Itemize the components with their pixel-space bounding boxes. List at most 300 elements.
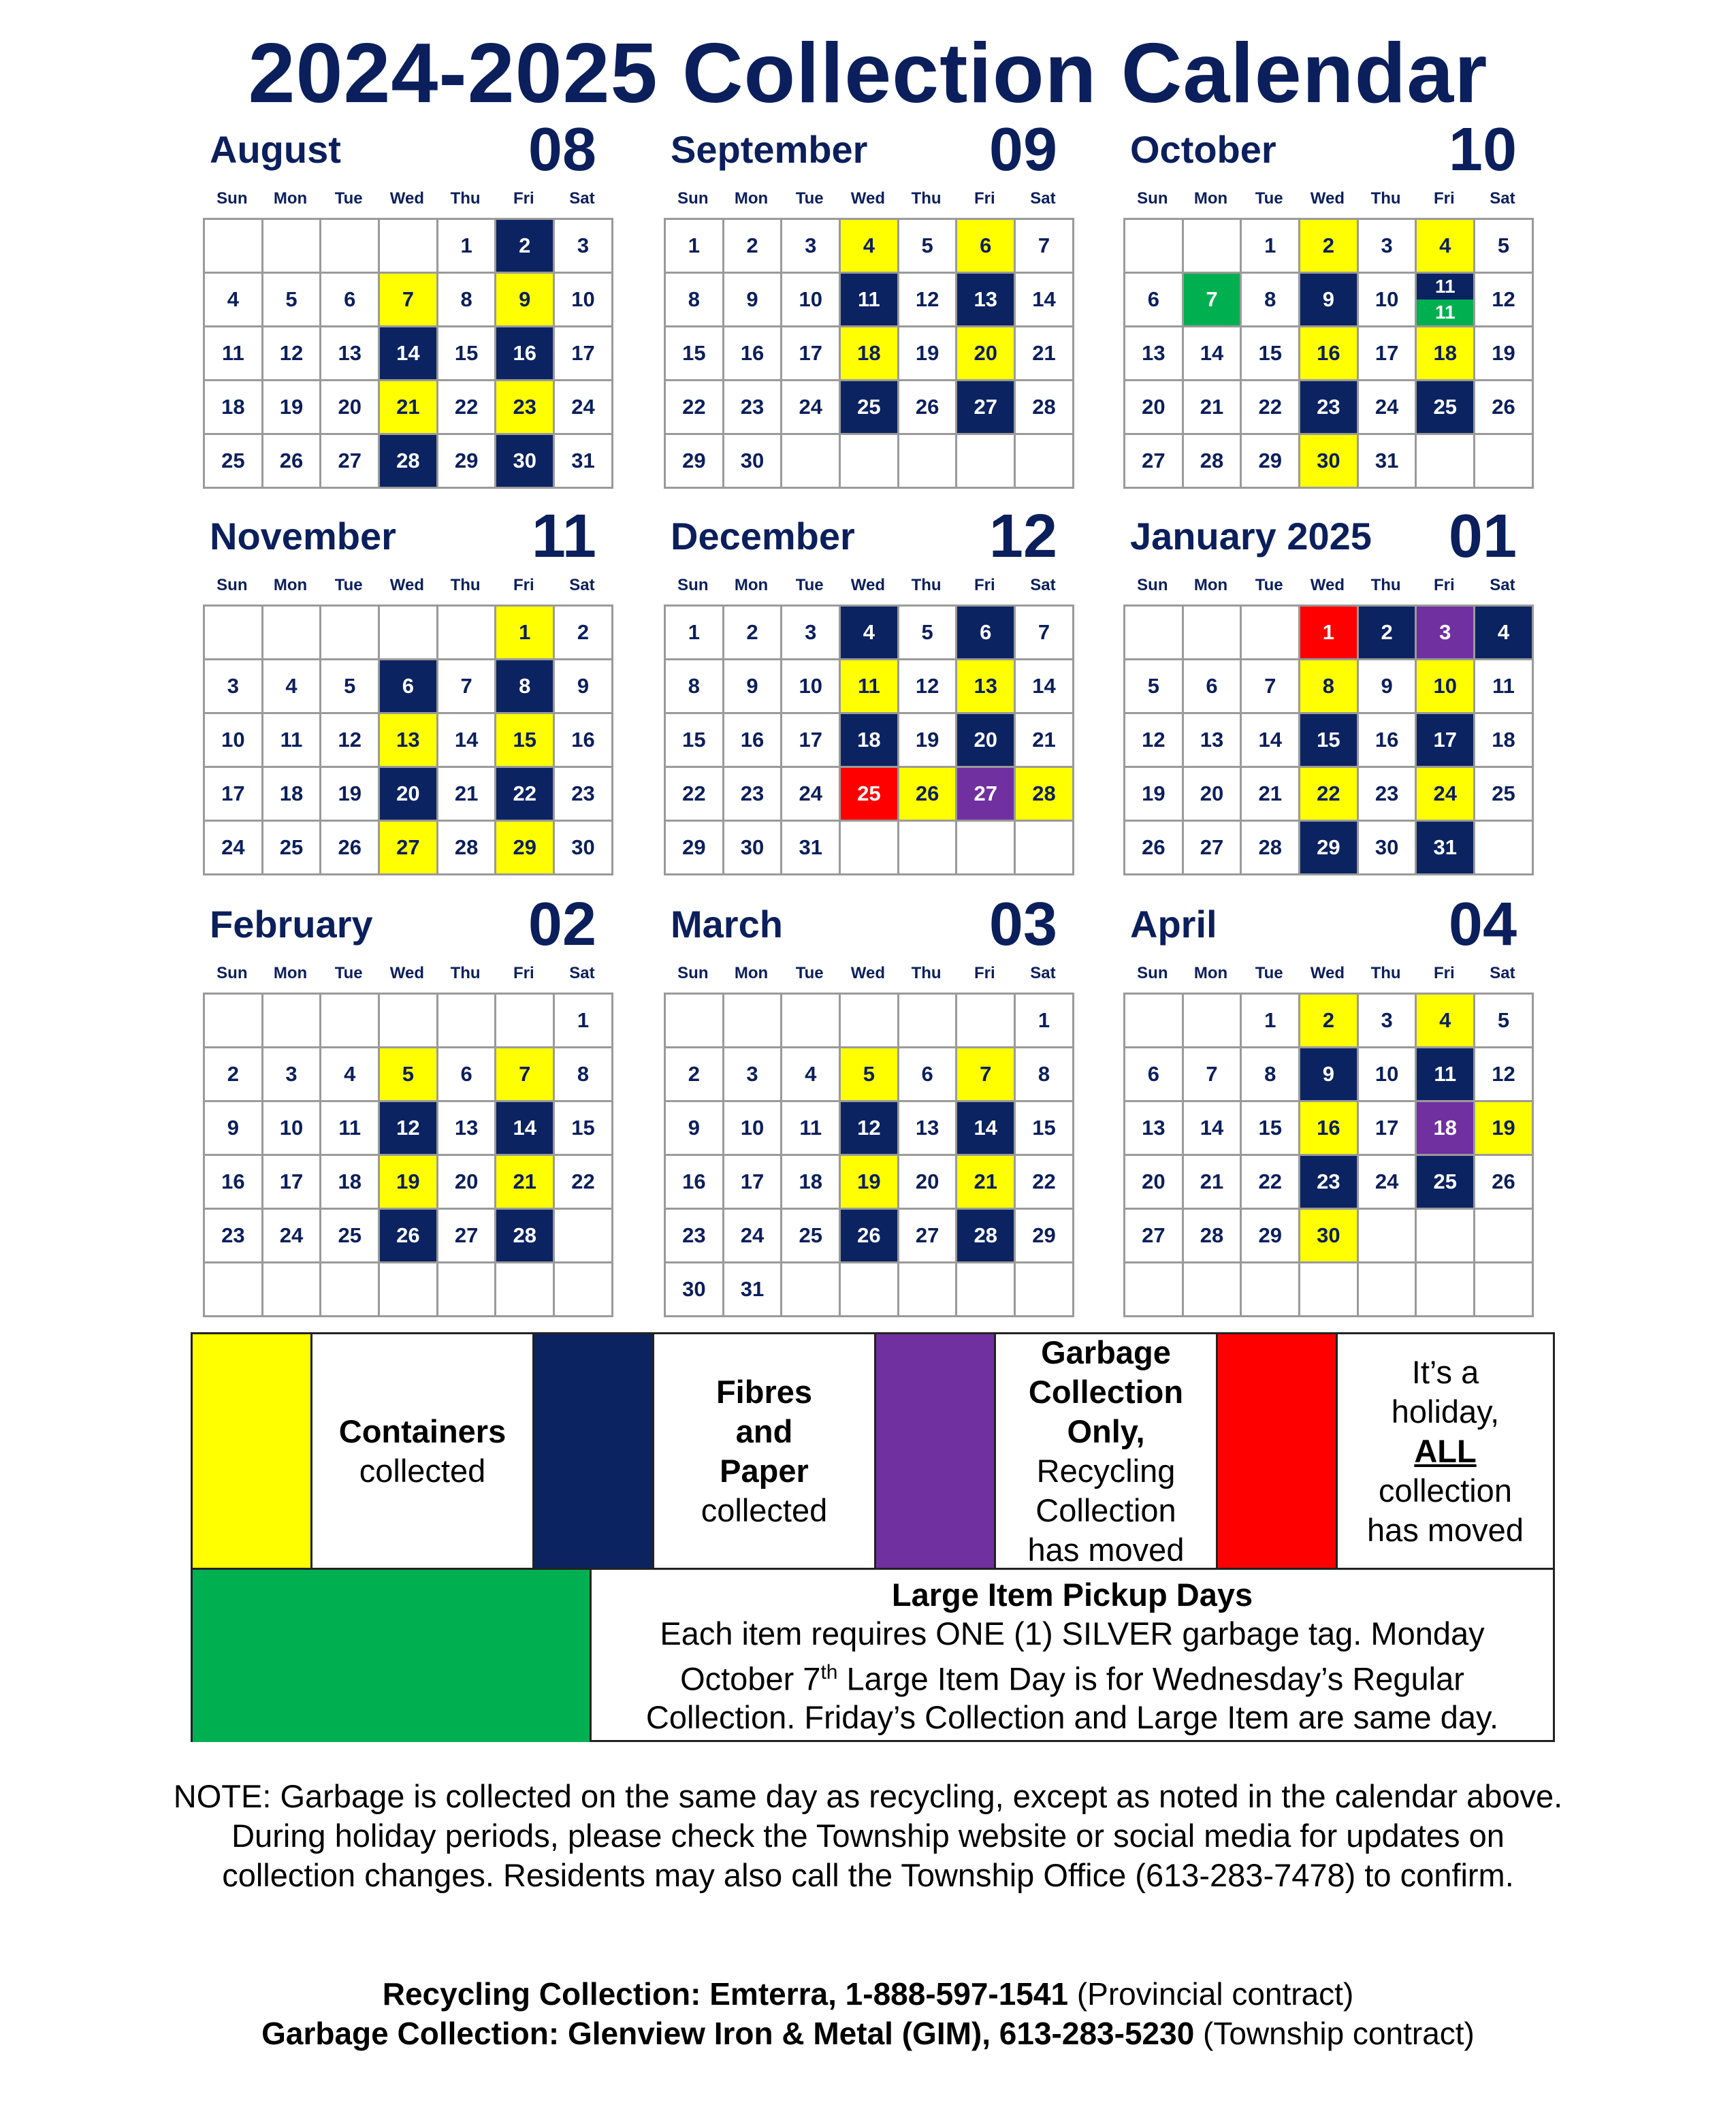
weekday-label: Sun (677, 964, 709, 982)
day-cell: 15 (555, 1102, 613, 1156)
weekday-label: Sat (569, 189, 595, 208)
day-cell: 28 (1184, 435, 1242, 489)
empty-cell (205, 995, 263, 1048)
month-01 (1123, 502, 1540, 931)
legend-large-l3: Collection. Friday’s Collection and Large Item are same day. (645, 1699, 1499, 1736)
month-grid (664, 605, 1074, 875)
week-row (1125, 768, 1534, 822)
day-cell: 1 (666, 220, 724, 274)
day-cell: 23 (1359, 768, 1417, 822)
empty-cell (555, 1263, 613, 1317)
month-03 (664, 890, 1080, 1319)
empty-cell (899, 1263, 958, 1317)
weekday-label: Sat (1490, 964, 1515, 982)
day-cell: 18 (1417, 327, 1475, 381)
legend-fibres-bold: Fibres and Paper (716, 1373, 813, 1489)
week-row (1125, 381, 1534, 435)
empty-cell (321, 1263, 380, 1317)
day-cell: 8 (1016, 1048, 1074, 1102)
empty-cell (380, 220, 438, 274)
day-cell: 18 (1475, 714, 1534, 768)
month-number: 09 (988, 116, 1057, 184)
day-cell: 23 (724, 381, 783, 435)
month-number: 08 (528, 116, 596, 184)
month-number: 10 (1448, 116, 1517, 184)
day-cell: 4 (782, 1048, 841, 1102)
week-row (666, 1156, 1074, 1210)
day-cell: 10 (724, 1102, 783, 1156)
week-row (666, 1102, 1074, 1156)
weekday-label: Mon (734, 964, 769, 982)
weekday-label: Tue (1255, 576, 1283, 594)
day-cell: 12 (1125, 714, 1184, 768)
day-cell: 24 (205, 822, 263, 875)
week-row (205, 274, 613, 327)
empty-cell (205, 220, 263, 274)
weekday-label: Wed (389, 189, 425, 208)
empty-cell (1300, 1263, 1359, 1317)
week-row (1125, 1156, 1534, 1210)
weekday-label: Wed (1310, 576, 1345, 594)
week-row (666, 220, 1074, 274)
week-row (1125, 1048, 1534, 1102)
day-cell: 26 (1125, 822, 1184, 875)
recycling-contact-rest: (Provincial contract) (1068, 1976, 1354, 2012)
empty-cell (496, 1263, 555, 1317)
month-number: 04 (1448, 890, 1517, 958)
day-cell: 19 (321, 768, 380, 822)
week-row (205, 714, 613, 768)
legend-holiday-b: collection has moved (1367, 1472, 1524, 1548)
day-cell: 15 (1242, 327, 1300, 381)
weekday-label: Sun (1137, 576, 1168, 594)
split-day (1417, 274, 1473, 325)
week-row (1125, 327, 1534, 381)
day-cell: 20 (1125, 381, 1184, 435)
day-cell: 29 (666, 435, 724, 489)
empty-cell (1417, 435, 1475, 489)
week-row (666, 607, 1074, 660)
day-cell: 18 (841, 327, 899, 381)
empty-cell (1359, 1263, 1417, 1317)
day-cell: 14 (1016, 274, 1074, 327)
weekday-label: Sun (216, 576, 248, 594)
day-cell: 13 (321, 327, 380, 381)
day-cell: 21 (1184, 1156, 1242, 1210)
empty-cell (1016, 822, 1074, 875)
day-cell: 28 (496, 1210, 555, 1263)
empty-cell (1184, 995, 1242, 1048)
day-cell: 10 (263, 1102, 322, 1156)
day-cell: 8 (1242, 274, 1300, 327)
day-cell: 10 (1359, 1048, 1417, 1102)
day-cell: 30 (666, 1263, 724, 1317)
day-cell: 28 (1016, 381, 1074, 435)
day-cell: 3 (782, 220, 841, 274)
weekday-header (203, 185, 611, 212)
empty-cell (1475, 822, 1534, 875)
weekday-label: Wed (850, 964, 886, 982)
weekday-label: Sun (677, 189, 709, 208)
day-cell: 11 (1475, 660, 1534, 714)
weekday-label: Fri (974, 964, 995, 982)
month-08 (203, 116, 620, 545)
week-row (1125, 435, 1534, 489)
month-04 (1123, 890, 1540, 1319)
empty-cell (438, 995, 497, 1048)
day-cell: 16 (205, 1156, 263, 1210)
day-cell: 13 (438, 1102, 497, 1156)
weekday-label: Mon (1193, 576, 1228, 594)
day-cell: 18 (205, 381, 263, 435)
weekday-label: Sat (1490, 189, 1515, 208)
day-cell: 29 (496, 822, 555, 875)
legend-swatch-yellow (193, 1334, 312, 1568)
day-cell: 28 (1016, 768, 1074, 822)
weekday-label: Tue (795, 964, 824, 982)
legend-containers-rest: collected (359, 1452, 486, 1489)
month-grid (1123, 218, 1534, 489)
weekday-label: Sun (216, 189, 248, 208)
weekday-label: Thu (1370, 964, 1401, 982)
month-name: April (1130, 903, 1217, 946)
legend-large-l2b: Large Item Day is for Wednesday’s Regular (837, 1660, 1464, 1697)
month-grid (203, 993, 613, 1317)
day-cell: 6 (1125, 274, 1184, 327)
day-cell: 11 (321, 1102, 380, 1156)
empty-cell (263, 1263, 322, 1317)
empty-cell (1242, 1263, 1300, 1317)
week-row (205, 381, 613, 435)
day-cell: 5 (380, 1048, 438, 1102)
day-cell: 18 (321, 1156, 380, 1210)
month-number: 11 (531, 502, 596, 570)
day-cell: 9 (205, 1102, 263, 1156)
weekday-label: Sat (1030, 964, 1056, 982)
day-cell: 6 (438, 1048, 497, 1102)
day-cell: 17 (1359, 1102, 1417, 1156)
day-cell: 10 (782, 274, 841, 327)
day-cell: 5 (1475, 220, 1534, 274)
day-cell: 8 (1300, 660, 1359, 714)
day-cell: 27 (1125, 1210, 1184, 1263)
weekday-label: Tue (1255, 189, 1283, 208)
day-cell: 23 (666, 1210, 724, 1263)
day-cell: 29 (1300, 822, 1359, 875)
day-cell: 24 (724, 1210, 783, 1263)
day-cell: 31 (782, 822, 841, 875)
legend (191, 1332, 1555, 1742)
legend-large-item-row (193, 1568, 1553, 1742)
day-cell: 17 (555, 327, 613, 381)
weekday-label: Thu (450, 189, 481, 208)
legend-large-l2a: October 7 (680, 1660, 821, 1697)
week-row (666, 435, 1074, 489)
day-cell: 28 (1242, 822, 1300, 875)
weekday-label: Mon (734, 189, 769, 208)
legend-fibres (654, 1334, 876, 1568)
day-cell: 26 (899, 768, 958, 822)
weekday-header (664, 572, 1072, 599)
day-cell: 25 (841, 381, 899, 435)
day-cell: 12 (380, 1102, 438, 1156)
day-cell: 17 (782, 327, 841, 381)
day-cell: 21 (1242, 768, 1300, 822)
day-cell: 3 (1359, 995, 1417, 1048)
day-cell: 5 (263, 274, 322, 327)
day-cell: 18 (263, 768, 322, 822)
day-cell: 21 (496, 1156, 555, 1210)
day-cell: 31 (1359, 435, 1417, 489)
week-row (205, 995, 613, 1048)
empty-cell (321, 995, 380, 1048)
weekday-label: Sun (216, 964, 248, 982)
empty-cell (841, 822, 899, 875)
empty-cell (263, 607, 322, 660)
week-row (666, 327, 1074, 381)
day-cell: 27 (380, 822, 438, 875)
day-cell: 30 (1300, 435, 1359, 489)
weekday-label: Sat (569, 576, 595, 594)
weekday-header (1123, 960, 1532, 987)
day-cell: 9 (1300, 1048, 1359, 1102)
day-cell: 25 (205, 435, 263, 489)
day-cell: 15 (438, 327, 497, 381)
note-text: NOTE: Garbage is collected on the same day as recycling, except as noted in the calendar above. During holiday periods, please check the Township website or social media for updates on collection changes. Residents may also call the Township Office (613-283-7478) to confirm. (173, 1778, 1563, 1893)
day-cell: 7 (1016, 220, 1074, 274)
weekday-label: Thu (1370, 189, 1401, 208)
week-row (205, 1210, 613, 1263)
day-cell: 7 (438, 660, 497, 714)
day-cell: 8 (1242, 1048, 1300, 1102)
empty-cell (724, 995, 783, 1048)
month-10 (1123, 116, 1540, 545)
day-cell: 17 (782, 714, 841, 768)
day-cell: 11 (1417, 1048, 1475, 1102)
month-09 (664, 116, 1080, 545)
empty-cell (496, 995, 555, 1048)
month-number: 12 (988, 502, 1057, 570)
day-cell: 4 (263, 660, 322, 714)
day-cell: 16 (724, 327, 783, 381)
legend-holiday (1338, 1334, 1553, 1568)
day-cell: 14 (1184, 327, 1242, 381)
month-12 (664, 502, 1080, 931)
day-cell: 3 (1359, 220, 1417, 274)
day-cell: 6 (321, 274, 380, 327)
day-cell: 2 (724, 607, 783, 660)
day-cell: 7 (1184, 1048, 1242, 1102)
recycling-contact-bold: Recycling Collection: Emterra, 1-888-597-1541 (382, 1976, 1069, 2012)
empty-cell (321, 607, 380, 660)
day-cell: 14 (496, 1102, 555, 1156)
day-cell: 22 (666, 768, 724, 822)
split-day-bottom: 11 (1417, 300, 1473, 325)
day-cell: 3 (205, 660, 263, 714)
empty-cell (205, 607, 263, 660)
weekday-label: Thu (450, 576, 481, 594)
weekday-label: Sun (1137, 189, 1168, 208)
day-cell: 7 (957, 1048, 1016, 1102)
month-grid (664, 218, 1074, 489)
weekday-label: Wed (850, 576, 886, 594)
week-row (1125, 1102, 1534, 1156)
day-cell: 4 (205, 274, 263, 327)
weekday-label: Tue (334, 964, 363, 982)
day-cell: 3 (1417, 607, 1475, 660)
weekday-label: Mon (273, 964, 308, 982)
day-cell: 9 (724, 274, 783, 327)
legend-fibres-rest: collected (701, 1492, 828, 1528)
weekday-label: Thu (450, 964, 481, 982)
day-cell: 27 (957, 768, 1016, 822)
day-cell: 8 (438, 274, 497, 327)
empty-cell (380, 607, 438, 660)
day-cell: 24 (1359, 1156, 1417, 1210)
week-row (205, 1156, 613, 1210)
day-cell: 8 (666, 274, 724, 327)
weekday-label: Mon (273, 189, 308, 208)
weekday-label: Fri (513, 576, 534, 594)
day-cell: 19 (899, 714, 958, 768)
week-row (1125, 1210, 1534, 1263)
week-row (666, 274, 1074, 327)
day-cell: 25 (1417, 381, 1475, 435)
day-cell: 14 (1184, 1102, 1242, 1156)
day-cell: 14 (1242, 714, 1300, 768)
day-cell: 4 (841, 220, 899, 274)
day-cell: 30 (1300, 1210, 1359, 1263)
day-cell: 20 (1184, 768, 1242, 822)
empty-cell (1359, 1210, 1417, 1263)
empty-cell (957, 995, 1016, 1048)
day-cell: 12 (899, 660, 958, 714)
empty-cell (841, 995, 899, 1048)
day-cell: 23 (496, 381, 555, 435)
day-cell: 13 (957, 660, 1016, 714)
day-cell: 24 (782, 768, 841, 822)
day-cell: 15 (496, 714, 555, 768)
day-cell: 6 (957, 607, 1016, 660)
week-row (205, 327, 613, 381)
day-cell: 13 (899, 1102, 958, 1156)
day-cell: 11 (263, 714, 322, 768)
day-cell: 3 (782, 607, 841, 660)
weekday-label: Tue (795, 576, 824, 594)
weekday-label: Thu (911, 964, 942, 982)
legend-holiday-a: It’s a holiday, (1391, 1353, 1500, 1430)
day-cell: 6 (957, 220, 1016, 274)
split-day-top: 11 (1417, 274, 1473, 300)
week-row (666, 995, 1074, 1048)
day-cell: 26 (380, 1210, 438, 1263)
day-cell: 29 (1242, 1210, 1300, 1263)
day-cell: 17 (1417, 714, 1475, 768)
day-cell: 19 (1125, 768, 1184, 822)
week-row (666, 660, 1074, 714)
day-cell: 6 (1125, 1048, 1184, 1102)
legend-garbage-bold: Garbage Collection Only, (1028, 1334, 1184, 1449)
legend-holiday-all: ALL (1414, 1432, 1477, 1469)
day-cell: 2 (496, 220, 555, 274)
day-cell: 11 (841, 274, 899, 327)
day-cell: 13 (1125, 327, 1184, 381)
month-02 (203, 890, 620, 1319)
month-grid (203, 218, 613, 489)
day-cell: 22 (438, 381, 497, 435)
day-cell: 17 (205, 768, 263, 822)
week-row (205, 435, 613, 489)
day-cell: 22 (496, 768, 555, 822)
day-cell: 25 (841, 768, 899, 822)
day-cell: 18 (841, 714, 899, 768)
day-cell: 21 (380, 381, 438, 435)
week-row (205, 607, 613, 660)
day-cell: 15 (1242, 1102, 1300, 1156)
empty-cell (321, 220, 380, 274)
day-cell: 20 (957, 714, 1016, 768)
day-cell: 21 (438, 768, 497, 822)
weekday-label: Thu (911, 189, 942, 208)
day-cell: 13 (380, 714, 438, 768)
day-cell: 5 (1475, 995, 1534, 1048)
weekday-label: Fri (1433, 576, 1455, 594)
weekday-label: Wed (1310, 189, 1345, 208)
month-number: 02 (528, 890, 596, 958)
day-cell: 26 (1475, 381, 1534, 435)
empty-cell (1417, 1210, 1475, 1263)
day-cell: 17 (724, 1156, 783, 1210)
day-cell: 20 (380, 768, 438, 822)
day-cell: 25 (1417, 1156, 1475, 1210)
legend-large-l2 (680, 1653, 1464, 1698)
weekday-label: Fri (513, 189, 534, 208)
month-name: September (671, 128, 868, 171)
weekday-label: Tue (334, 189, 363, 208)
day-cell: 7 (1016, 607, 1074, 660)
weekday-label: Tue (1255, 964, 1283, 982)
day-cell: 2 (205, 1048, 263, 1102)
month-name: January 2025 (1130, 515, 1372, 558)
empty-cell (1417, 1263, 1475, 1317)
day-cell: 10 (205, 714, 263, 768)
weekday-label: Mon (273, 576, 308, 594)
garbage-contact-rest: (Township contract) (1194, 2016, 1475, 2051)
weekday-label: Wed (1310, 964, 1345, 982)
day-cell: 19 (1475, 1102, 1534, 1156)
day-cell: 21 (1016, 327, 1074, 381)
week-row (1125, 274, 1534, 327)
day-cell: 21 (1184, 381, 1242, 435)
weekday-label: Sat (1030, 576, 1056, 594)
day-cell: 9 (666, 1102, 724, 1156)
empty-cell (205, 1263, 263, 1317)
day-cell: 9 (1300, 274, 1359, 327)
weekday-label: Tue (795, 189, 824, 208)
week-row (1125, 822, 1534, 875)
empty-cell (782, 435, 841, 489)
day-cell: 16 (496, 327, 555, 381)
day-cell: 24 (263, 1210, 322, 1263)
day-cell: 29 (1242, 435, 1300, 489)
weekday-label: Wed (389, 964, 425, 982)
day-cell: 19 (899, 327, 958, 381)
week-row (205, 768, 613, 822)
day-cell: 16 (1359, 714, 1417, 768)
legend-large-l2sup: th (820, 1660, 838, 1683)
month-name: November (210, 515, 396, 558)
day-cell: 5 (899, 220, 958, 274)
